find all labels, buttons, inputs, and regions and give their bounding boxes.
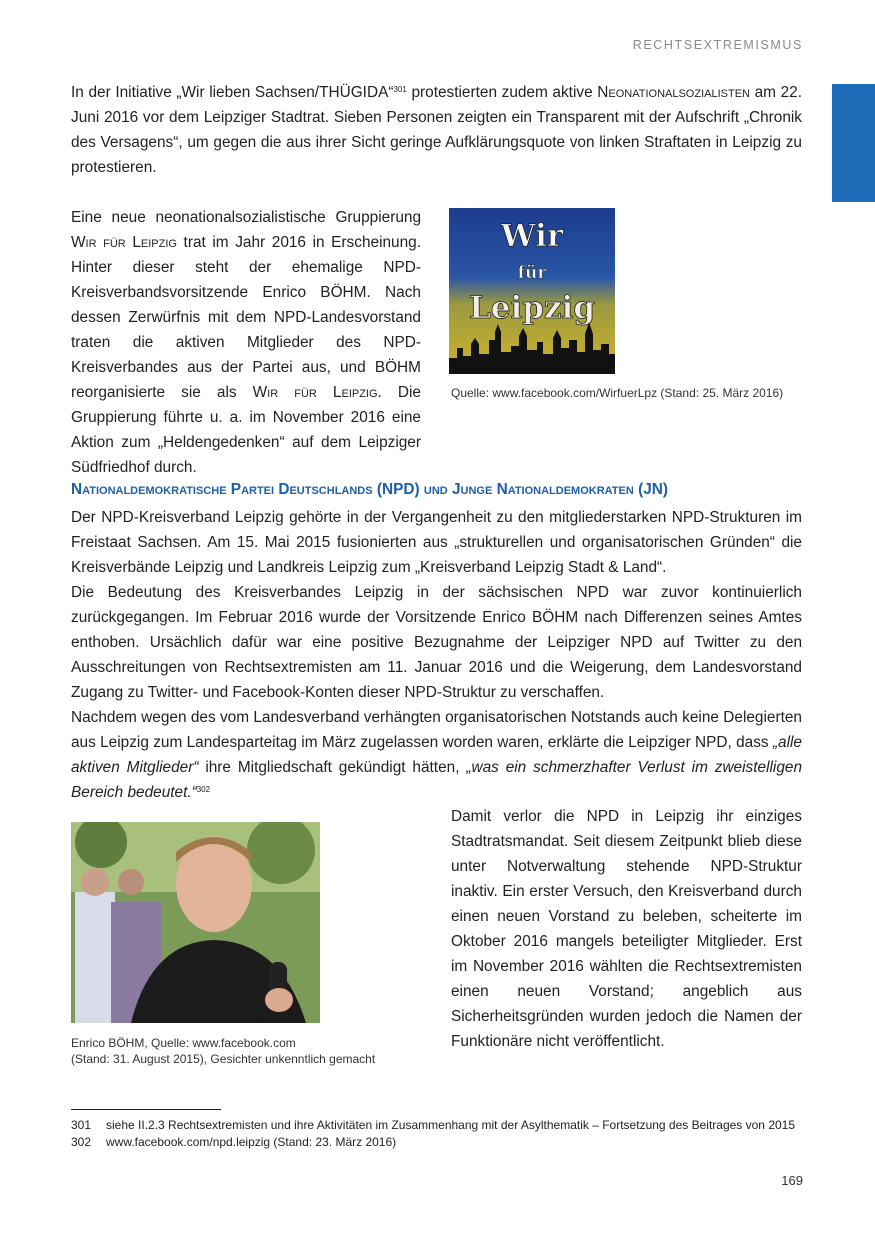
footnote-separator [71,1109,221,1110]
paragraph-thuegida: In der Initiative „Wir lieben Sachsen/THÜGIDA“$^{301}$ protestierten zudem aktive Neonationalsozialisten am 22. Juni 2016 vor dem Leipziger Stadtrat. Sieben Personen zeigten ein Transparent mit der Aufschrift „Chronik des Versagens“, um gegen die aus ihrer Sicht geringe Aufklärungsquote von linken Straftaten in Leipzig zu protestieren. [71,84,802,176]
page-number: 169 [781,1173,803,1188]
paragraph-kreisverband: Der NPD-Kreisverband Leipzig gehörte in der Vergangenheit zu den mitgliederstarken NPD-Strukturen im Freistaat Sachsen. Am 15. Mai 2015 fusionierten aus „strukturellen und organisatorischen Gründen“ die Kreisverbände Leipzig und Landkreis Leipzig zum „Kreisverband Leipzig Stadt & Land“. [71,509,802,576]
footnote-301: 301 siehe II.2.3 Rechtsextremisten und ihre Aktivitäten im Zusammenhang mit der Asylthematik – Fortsetzung des Beitrages von 2015 [71,1118,796,1132]
paragraph-bedeutung: Die Bedeutung des Kreisverbandes Leipzig in der sächsischen NPD war zuvor kontinuierlich zurückgegangen. Im Februar 2016 wurde der Vorsitzende Enrico BÖHM nach Differenzen seines Amtes enthoben. Ursächlich dafür war eine positive Bezugnahme der Leipziger NPD auf Twitter zu den Ausschreitungen von Rechtsextremisten am 11. Januar 2016 und die Weigerung, dem Landesvorstand Zugang zu Twitter- und Facebook-Konten dieser NPD-Struktur zu verschaffen. [71,584,802,701]
paragraph-notstand: Nachdem wegen des vom Landesverband verhängten organisatorischen Notstands auch keine Delegierten aus Leipzig zum Landesparteitag im März zugelassen worden waren, erklärte die Leipziger NPD, dass „alle aktiven Mitglieder“ ihre Mitgliedschaft gekündigt hätten, „was ein schmerzhafter Verlust im zweistelligen Bereich bedeutet.“$^{302}$ [71,709,803,801]
running-header: RECHTSEXTREMISMUS [632,38,803,52]
photo-caption-line-2: (Stand: 31. August 2015), Gesichter unkenntlich gemacht [71,1052,376,1066]
paragraph-wir-fuer-leipzig: Eine neue neonationalsozialistische Gruppierung Wir für Leipzig trat im Jahr 2016 in Erscheinung. Hinter dieser steht der ehemalige NPD-Kreisverbandsvorsitzende Enrico BÖHM. Nach dessen Zerwürfnis mit dem NPD-Landesvorstand traten die aktiven Mitglieder des NPD-Kreisverbandes aus der Partei aus, und BÖHM reorganisierte sie als Wir für Leipzig. Die Gruppierung führte u. a. im November 2016 eine Aktion zum „Heldengedenken“ auf dem Leipziger Südfriedhof durch. [71,209,421,476]
logo-caption: Quelle: www.facebook.com/WirfuerLpz (Stand: 25. März 2016) [451,386,784,400]
enrico-boehm-photo [71,822,320,1023]
footnote-ref-301[interactable]: 301 [393,85,407,94]
logo-line-2: für [517,263,547,283]
photo-caption-line-1: Enrico BÖHM, Quelle: www.facebook.com [71,1036,296,1050]
wir-fuer-leipzig-logo-image [449,208,615,374]
chapter-tab-marker [832,84,875,202]
section-heading-npd: Nationaldemokratische Partei Deutschlands (NPD) und Junge Nationaldemokraten (JN) [71,481,668,498]
paragraph-stadtratsmandat: Damit verlor die NPD in Leipzig ihr einziges Stadtratsmandat. Seit diesem Zeitpunkt blieb diese unter Notverwaltung stehende NPD-Struktur inaktiv. Ein erster Versuch, den Kreisverband durch einen neuen Vorstand zu beleben, scheiterte im Oktober 2016 mangels beteiligter Mitglieder. Erst im November 2016 wählten die Rechtsextremisten einen neuen Vorstand; angeblich aus Sicherheitsgründen wurden jedoch die Namen der Funktionäre nicht veröffentlicht. [451,808,802,1050]
logo-line-3: Leipzig [468,290,596,326]
footnote-302: 302 www.facebook.com/npd.leipzig (Stand: 23. März 2016) [71,1135,397,1149]
city-skyline-silhouette [449,322,615,374]
footnote-ref-302[interactable]: 302 [196,785,211,794]
photo-caption [71,1035,375,1067]
logo-line-1: Wir [500,218,564,254]
